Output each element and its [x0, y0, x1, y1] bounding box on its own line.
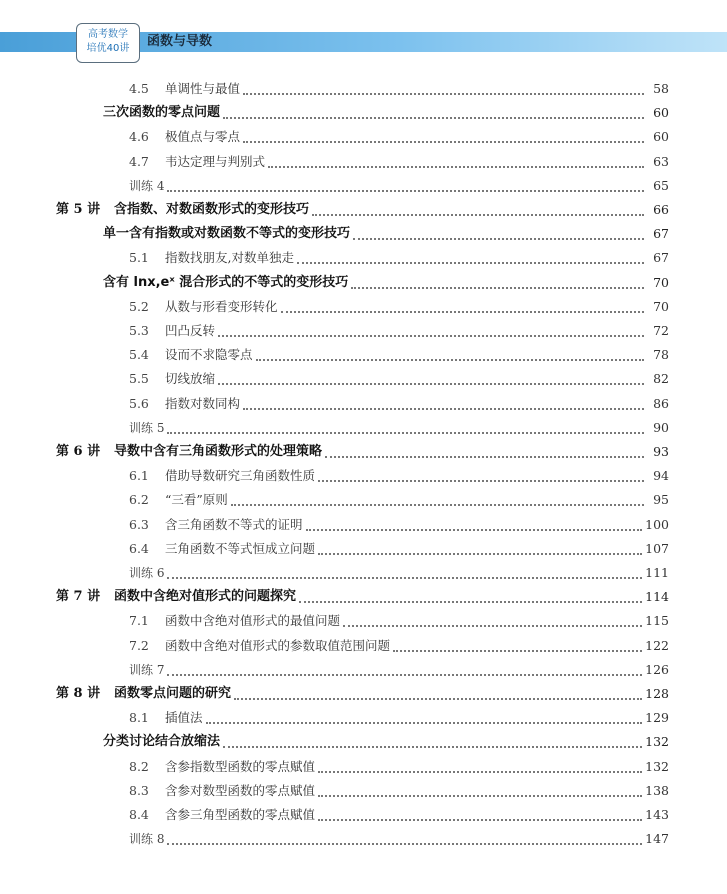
toc-page-number: 70 [653, 274, 669, 290]
toc-entry-label [129, 830, 164, 848]
toc-page-number: 70 [653, 298, 669, 314]
toc-entry-title: 训练 4 [129, 178, 165, 193]
toc-entry-title: 训练 6 [129, 566, 165, 580]
toc-entry-title: 函数中含绝对值形式的参数取值范围问题 [165, 637, 391, 653]
toc-page-number: 129 [645, 710, 669, 726]
toc-entry-title: 三角函数不等式恒成立问题 [165, 540, 316, 556]
toc-entry-title: 导数中含有三角函数形式的处理策略 [114, 444, 323, 459]
toc-entry-number: 5.1 [129, 250, 149, 266]
toc-entry-number: 5.6 [129, 395, 149, 411]
toc-lecture-number: 第 6 讲 [56, 444, 101, 459]
toc-page-number: 66 [653, 202, 669, 217]
toc-page-number: 63 [653, 153, 669, 169]
toc-entry-number: 8.4 [129, 807, 149, 822]
toc-page-number: 100 [645, 516, 669, 532]
toc-page-number: 132 [645, 734, 669, 750]
toc-entry-title: 函数中含绝对值形式的问题探究 [114, 589, 297, 605]
toc-entry-number: 4.6 [129, 129, 149, 145]
toc-page-number: 90 [653, 419, 669, 435]
badge-line2: 培优40讲 [86, 43, 130, 54]
toc-entry-title: 训练 7 [129, 662, 165, 677]
chapter-title: 函数与导数 [147, 34, 213, 49]
toc-entry-title: 含指数、对数函数形式的变形技巧 [114, 202, 310, 217]
toc-entry-number: 6.4 [129, 540, 149, 556]
toc-entry-title: 指数对数同构 [165, 395, 241, 411]
toc-entry-number: 6.3 [129, 516, 149, 532]
toc-page-number: 94 [653, 468, 669, 484]
toc-page-number: 93 [653, 444, 669, 459]
toc-page-number: 67 [653, 226, 669, 242]
toc-lecture-number: 第 8 讲 [56, 686, 101, 701]
toc-entry-title: 插值法 [165, 710, 203, 726]
toc-page-number: 67 [653, 250, 669, 266]
toc-page-number: 114 [645, 589, 669, 605]
toc-page-number: 107 [645, 540, 669, 556]
toc-training-row[interactable] [129, 820, 669, 848]
toc-entry-title: 单一含有指数或对数函数不等式的变形技巧 [103, 226, 351, 242]
toc-page-number: 72 [653, 323, 669, 338]
toc-entry-number: 5.3 [129, 323, 149, 338]
toc-entry-number: 8.1 [129, 710, 149, 726]
toc-page-number: 58 [653, 81, 669, 96]
toc-page-number: 111 [645, 565, 669, 580]
toc-page-number: 115 [645, 613, 669, 629]
toc-page-number: 82 [653, 371, 669, 387]
toc-entry-number: 5.4 [129, 347, 149, 363]
toc-entry-title: 韦达定理与判别式 [165, 153, 266, 169]
toc-entry-title: 从数与形看变形转化 [165, 298, 278, 314]
toc-page-number: 86 [653, 395, 669, 411]
toc-entry-title: 函数中含绝对值形式的最值问题 [165, 613, 341, 629]
toc-page-number: 126 [645, 661, 669, 677]
toc-entry-title: “三看”原则 [165, 492, 228, 508]
toc-page-number: 143 [645, 807, 669, 822]
toc-entry-title: 训练 5 [129, 420, 165, 435]
toc-entry-number: 7.1 [129, 613, 149, 629]
toc-lecture-number: 第 5 讲 [56, 202, 101, 217]
toc-page-number: 138 [645, 782, 669, 798]
toc-entry-title: 含有 lnx,eˣ 混合形式的不等式的变形技巧 [103, 274, 349, 290]
toc-page-number: 128 [645, 686, 669, 701]
toc-entry-title: 分类讨论结合放缩法 [103, 734, 221, 750]
toc-entry-number: 5.5 [129, 371, 149, 387]
toc-page-number: 147 [645, 831, 669, 847]
toc-entry-title: 借助导数研究三角函数性质 [165, 468, 316, 484]
toc-entry-title: 指数找朋友,对数单独走 [165, 250, 294, 266]
toc-entry-title: 含参指数型函数的零点赋值 [165, 758, 316, 774]
toc-page-number: 78 [653, 347, 669, 363]
toc-page-number: 95 [653, 492, 669, 508]
toc-entry-title: 含三角函数不等式的证明 [165, 516, 303, 532]
toc-entry-title: 三次函数的零点问题 [103, 105, 221, 121]
toc-entry-number: 4.7 [129, 153, 149, 169]
toc-page-number: 132 [645, 758, 669, 774]
toc-page-number: 65 [653, 177, 669, 193]
toc-lecture-number: 第 7 讲 [56, 589, 101, 605]
toc-entry-title: 凹凸反转 [165, 323, 216, 338]
toc-page-number: 60 [653, 105, 669, 121]
toc-entry-number: 7.2 [129, 637, 149, 653]
toc-page-number: 122 [645, 637, 669, 653]
toc-entry-title: 切线放缩 [165, 371, 216, 387]
toc-entry-number: 4.5 [129, 81, 149, 96]
badge-line1: 高考数学 [88, 29, 128, 40]
toc-entry-title: 含参对数型函数的零点赋值 [165, 782, 316, 798]
toc-entry-title: 含参三角型函数的零点赋值 [165, 807, 316, 822]
toc-entry-number: 5.2 [129, 298, 149, 314]
toc-entry-number: 6.1 [129, 468, 149, 484]
toc-entry-title: 极值点与零点 [165, 129, 241, 145]
toc-entry-title: 训练 8 [129, 832, 165, 847]
toc-entry-title: 设而不求隐零点 [165, 347, 253, 363]
toc-entry-title: 函数零点问题的研究 [114, 686, 232, 701]
toc-page-number: 60 [653, 129, 669, 145]
toc-entry-number: 6.2 [129, 492, 149, 508]
page-header [0, 0, 727, 62]
book-badge [76, 23, 140, 63]
dot-leader [167, 842, 642, 845]
toc-entry-number: 8.3 [129, 782, 149, 798]
toc-entry-title: 单调性与最值 [165, 81, 241, 96]
toc-entry-number: 8.2 [129, 758, 149, 774]
